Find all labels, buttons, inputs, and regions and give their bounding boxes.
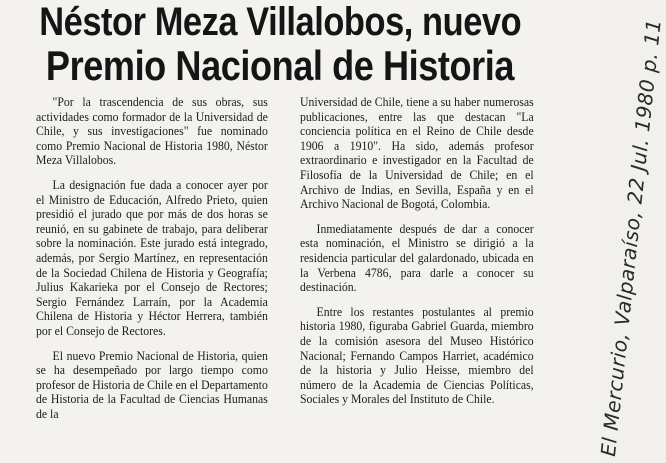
article-paragraph: La designación fue dada a conocer ayer por el Ministro de Educación, Alfredo Prieto, quien presidió el jurado que por más de dos horas se reunió, en su gabinete de trabajo, para deliberar sobre la nominación. Este jurado está integrado, además, por Sergio Martínez, en representación de la Sociedad Chilena de Historia y Geografía; Julius Kakarieka por el Consejo de Rectores; Sergio Fernández Larraín, por la Academia Chilena de Historia y Héctor Herrera, también por el Consejo de Rectores. [36, 177, 268, 338]
article-paragraph: Entre los restantes postulantes al premio historia 1980, figuraba Gabriel Guarda, miembro de la comisión asesora del Museo Histórico Nacional; Fernando Campos Harriet, académico de la historia y Julio Heisse, miembro del número de la Academia de Ciencias Políticas, Sociales y Morales del Instituto de Chile. [300, 304, 534, 407]
headline-line-2: Premio Nacional de Historia [45, 42, 515, 89]
article-paragraph: El nuevo Premio Nacional de Historia, quien se ha desempeñado por largo tiempo como profesor de Historia de Chile en el Departamento de Historia de la Facultad de Ciencias Humanas de la [36, 348, 268, 421]
headline-line-1: Néstor Meza Villalobos, nuevo [39, 0, 522, 44]
article-paragraph: "Por la trascendencia de sus obras, sus actividades como formador de la Universidad de Chile, y sus investigaciones" fue nominado como Premio Nacional de Historia 1980, Néstor Meza Villalobos. [36, 95, 268, 168]
archive-margin-number [0, 13, 1, 80]
article-column-right [300, 95, 534, 417]
article-paragraph: Inmediatamente después de dar a conocer esta nominación, el Ministro se dirigió a la residencia particular del galardonado, ubicada en la Verbena 4786, para darle a conocer su destinación. [300, 221, 534, 295]
article-column-left [36, 95, 268, 431]
handwritten-source-annotation: El Mercurio, Valparaíso, 22 Jul. 1980 p. 11 [596, 17, 666, 458]
article-paragraph: Universidad de Chile, tiene a su haber numerosas publicaciones, entre las que destacan "La conciencia política en el Reino de Chile desde 1906 a 1910". Ha sido, además profesor extraordinario e investigador en la Facultad de Filosofía de la Universidad de Chile; en el Archivo de Indias, en Sevilla, España y en el Archivo Nacional de Bogotá, Colombia. [300, 95, 534, 212]
